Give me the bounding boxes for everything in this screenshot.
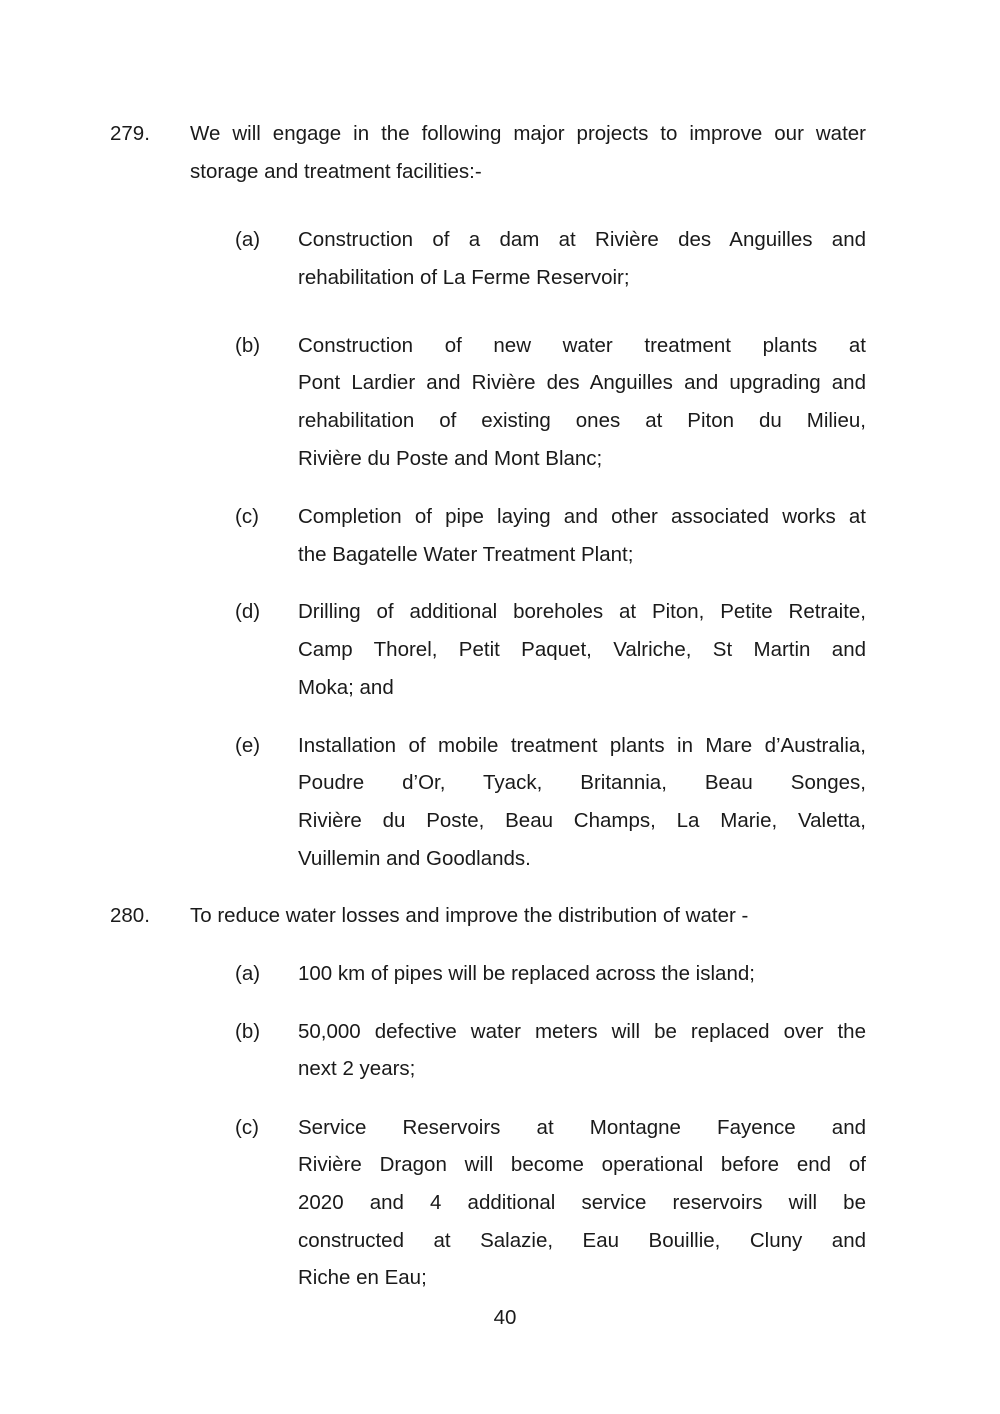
list-item-text-line: Installation of mobile treatment plants in Mare d’Australia, [298,734,866,757]
list-item-text-line: Camp Thorel, Petit Paquet, Valriche, St Martin and [298,638,866,661]
list-item-label: (e) [235,734,261,757]
list-item-text-line: next 2 years; [298,1057,416,1080]
list-item-text-line: Pont Lardier and Rivière des Anguilles and upgrading and [298,371,866,394]
list-item-text-line: Poudre d’Or, Tyack, Britannia, Beau Songes, [298,771,866,794]
list-item-text-line: rehabilitation of La Ferme Reservoir; [298,266,630,289]
list-item-text-line: 2020 and 4 additional service reservoirs will be [298,1191,866,1214]
list-item-text-line: the Bagatelle Water Treatment Plant; [298,543,634,566]
paragraph-text-line: storage and treatment facilities:- [190,160,482,183]
list-item-text-line: Rivière Dragon will become operational before end of [298,1153,866,1176]
paragraph-number: 280. [110,904,150,927]
list-item-text-line: Service Reservoirs at Montagne Fayence and [298,1116,866,1139]
list-item-text-line: Rivière du Poste and Mont Blanc; [298,447,603,470]
list-item-label: (a) [235,962,261,985]
list-item-label: (c) [235,505,259,528]
list-item-text-line: 100 km of pipes will be replaced across the island; [298,962,755,985]
list-item-text-line: constructed at Salazie, Eau Bouillie, Cluny and [298,1229,866,1252]
paragraph-text-line: To reduce water losses and improve the distribution of water - [190,904,749,927]
list-item-text-line: rehabilitation of existing ones at Piton du Milieu, [298,409,866,432]
list-item-text-line: Moka; and [298,676,394,699]
list-item-label: (d) [235,600,261,623]
list-item-label: (c) [235,1116,259,1139]
list-item-label: (a) [235,228,261,251]
list-item-text-line: Rivière du Poste, Beau Champs, La Marie, Valetta, [298,809,866,832]
list-item-text-line: Riche en Eau; [298,1266,427,1289]
list-item-label: (b) [235,334,261,357]
list-item-text-line: Construction of a dam at Rivière des Anguilles and [298,228,866,251]
list-item-text-line: 50,000 defective water meters will be replaced over the [298,1020,866,1043]
list-item-text-line: Drilling of additional boreholes at Piton, Petite Retraite, [298,600,866,623]
paragraph-number: 279. [110,122,150,145]
list-item-text-line: Construction of new water treatment plants at [298,334,866,357]
list-item-text-line: Completion of pipe laying and other associated works at [298,505,866,528]
list-item-label: (b) [235,1020,261,1043]
list-item-text-line: Vuillemin and Goodlands. [298,847,531,870]
page-number: 40 [493,1306,517,1329]
paragraph-text-line: We will engage in the following major projects to improve our water [190,122,866,145]
